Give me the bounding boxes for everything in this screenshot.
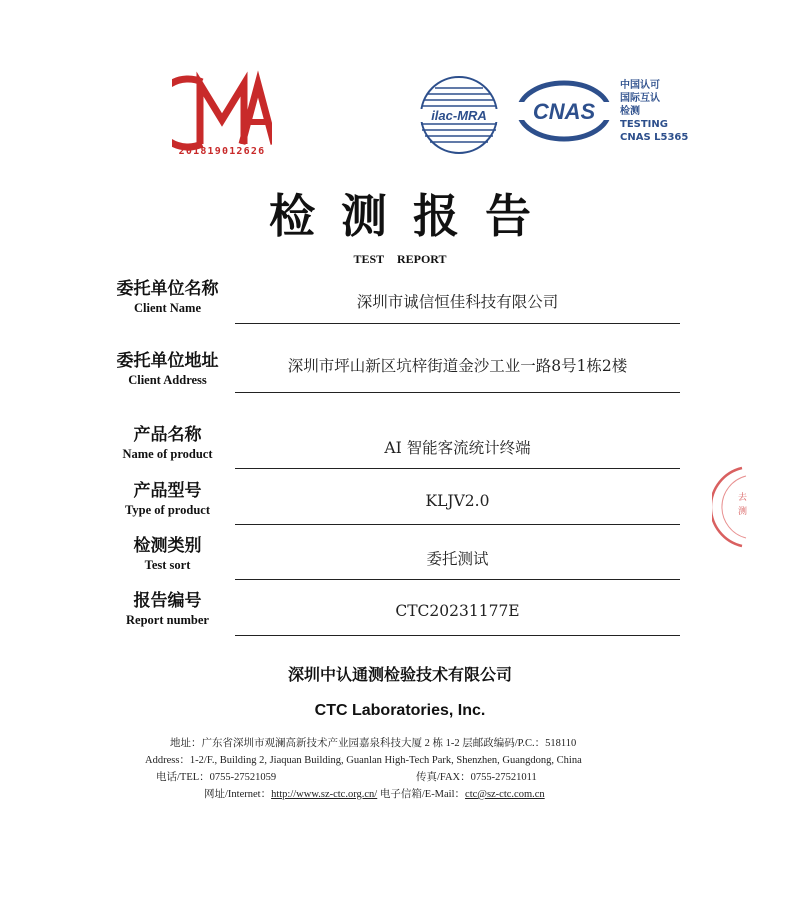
- lab-address-cn: 地址：广东省深圳市观澜高新技术产业园嘉泉科技大厦 2 栋 1-2 层邮政编码/P.C.：518110: [170, 738, 577, 749]
- field-label: [100, 535, 235, 573]
- field-label-cn: 委托单位地址: [116, 351, 219, 371]
- svg-text:去: 去: [738, 493, 748, 503]
- field-underline: [235, 524, 680, 525]
- field-value: KLJV2.0: [425, 492, 490, 510]
- cma-number: 201819012626: [178, 146, 266, 157]
- field-product-type: [100, 480, 680, 540]
- field-label-en: Client Name: [134, 301, 201, 315]
- field-underline: [235, 635, 680, 636]
- cnas-caption: 中国认可 国际互认 检测 TESTING CNAS L5365: [620, 80, 689, 143]
- field-underline: [235, 392, 680, 393]
- lab-name-cn: 深圳中认通测检验技术有限公司: [287, 665, 512, 684]
- lab-address-en: Address：1-2/F., Building 2, Jiaquan Building, Guanlan High-Tech Park, Shenzhen, Guangdong, China: [145, 755, 582, 766]
- field-underline: [235, 468, 680, 469]
- field-label: [100, 350, 235, 388]
- field-test-sort: [100, 535, 680, 595]
- email-label: 电子信箱/E-Mail：: [379, 789, 466, 800]
- report-subtitle: TEST REPORT: [353, 252, 447, 266]
- email-link[interactable]: ctc@sz-ctc.com.cn: [465, 789, 545, 800]
- svg-text:ilac-MRA: ilac-MRA: [431, 108, 487, 123]
- cma-logo: [172, 70, 272, 154]
- field-label-en: Report number: [126, 613, 209, 627]
- field-label-en: Test sort: [144, 558, 191, 572]
- field-client-address: [100, 350, 680, 410]
- lab-fax: 传真/FAX：0755-27521011: [416, 772, 537, 783]
- field-label: [100, 278, 235, 316]
- field-label-en: Type of product: [125, 503, 210, 517]
- field-value: AI 智能客流统计终端: [384, 439, 531, 457]
- field-underline: [235, 579, 680, 580]
- lab-web-row: [204, 786, 545, 801]
- field-report-number: [100, 590, 680, 650]
- lab-tel: 电话/TEL：0755-27521059: [156, 772, 277, 783]
- field-label-en: Name of product: [122, 447, 213, 461]
- svg-text:CNAS: CNAS: [532, 99, 596, 124]
- report-title: 检测报告: [269, 189, 557, 243]
- lab-name-en: CTC Laboratories, Inc.: [314, 702, 486, 719]
- field-client-name: [100, 278, 680, 338]
- field-value: 深圳市诚信恒佳科技有限公司: [356, 293, 559, 311]
- ilac-mra-logo: [418, 74, 500, 156]
- web-label: 网址/Internet：: [204, 789, 272, 800]
- seal-stamp-partial: [712, 466, 752, 548]
- field-label-cn: 产品型号: [133, 481, 202, 501]
- field-label-cn: 产品名称: [133, 425, 202, 445]
- field-product-name: [100, 424, 680, 484]
- svg-text:测: 测: [738, 507, 748, 517]
- field-value: 深圳市坪山新区坑梓街道金沙工业一路8号1栋2楼: [287, 357, 628, 375]
- field-label: [100, 480, 235, 518]
- field-label-cn: 委托单位名称: [116, 279, 219, 299]
- field-label: [100, 424, 235, 462]
- web-link[interactable]: http://www.sz-ctc.org.cn/: [271, 789, 378, 800]
- field-label-cn: 报告编号: [133, 591, 202, 611]
- field-underline: [235, 323, 680, 324]
- field-label-cn: 检测类别: [133, 536, 202, 556]
- cnas-logo: [516, 80, 612, 142]
- field-label-en: Client Address: [128, 373, 207, 387]
- field-value: 委托测试: [426, 550, 489, 568]
- field-label: [100, 590, 235, 628]
- field-value: CTC20231177E: [395, 602, 520, 620]
